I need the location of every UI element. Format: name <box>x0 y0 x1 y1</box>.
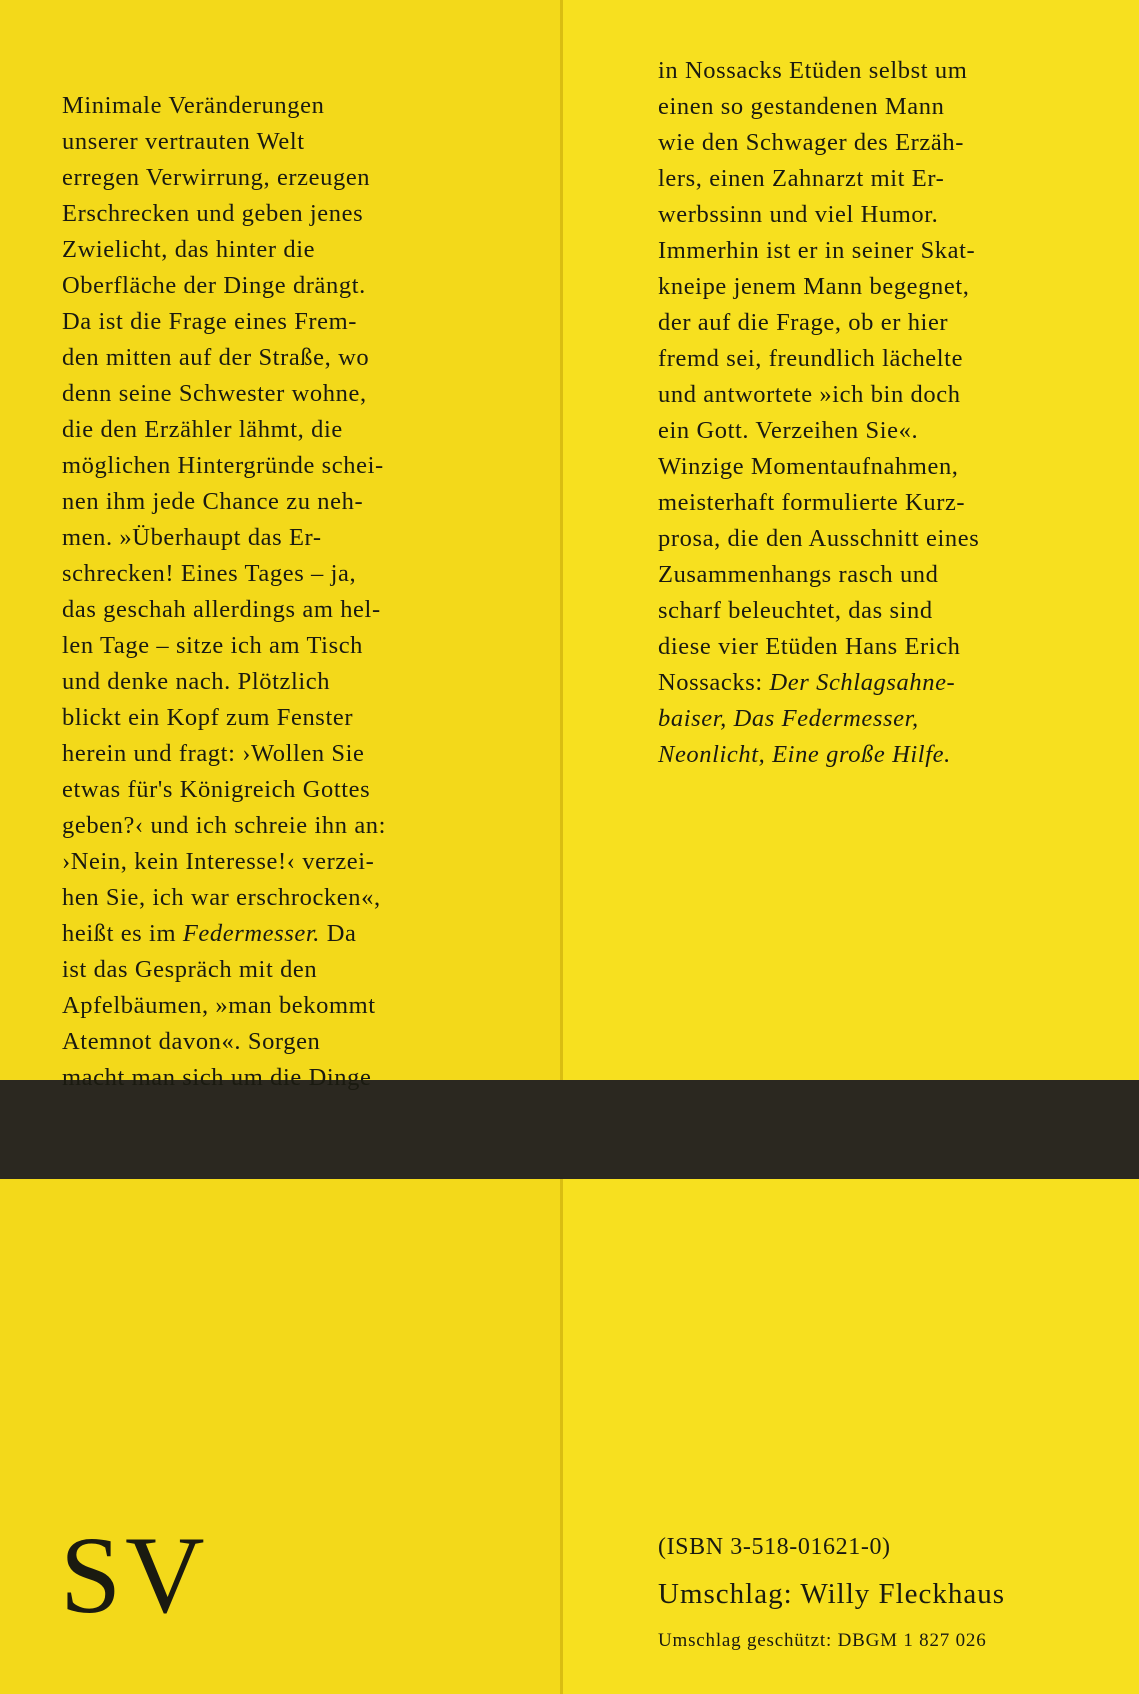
cover-protection-note: Umschlag geschützt: DBGM 1 827 026 <box>658 1630 987 1651</box>
left-column-line <box>62 304 386 340</box>
left-column-line <box>62 844 386 880</box>
text-segment: möglichen Hintergründe schei- <box>62 452 384 479</box>
italic-title-text: Der Schlagsahne- <box>769 669 956 696</box>
left-column-line <box>62 1024 386 1060</box>
left-column-line <box>62 880 386 916</box>
right-column-line <box>658 665 979 701</box>
left-column-line <box>62 412 386 448</box>
text-segment: geben?‹ und ich schreie ihn an: <box>62 812 387 839</box>
left-column-line <box>62 448 386 484</box>
right-column-line <box>658 197 979 233</box>
text-segment: Apfelbäumen, »man bekommt <box>62 992 376 1019</box>
text-segment: Zusammenhangs rasch und <box>658 561 939 588</box>
text-segment: hen Sie, ich war erschrocken«, <box>62 884 381 911</box>
text-segment: den mitten auf der Straße, wo <box>62 344 370 371</box>
text-segment: unserer vertrauten Welt <box>62 128 305 155</box>
text-segment: in Nossacks Etüden selbst um <box>658 57 968 84</box>
text-segment: schrecken! Eines Tages – ja, <box>62 560 357 587</box>
text-segment: Winzige Momentaufnahmen, <box>658 453 959 480</box>
right-column-line <box>658 161 979 197</box>
right-column-line <box>658 341 979 377</box>
text-segment: einen so gestandenen Mann <box>658 93 945 120</box>
text-segment: ›Nein, kein Interesse!‹ verzei- <box>62 848 375 875</box>
right-column-line <box>658 233 979 269</box>
text-segment: und antwortete »ich bin doch <box>658 381 961 408</box>
left-column-line <box>62 628 386 664</box>
text-segment: und denke nach. Plötzlich <box>62 668 331 695</box>
text-segment: heißt es im <box>62 920 183 947</box>
left-column-line <box>62 88 386 124</box>
text-segment: fremd sei, freundlich lächelte <box>658 345 964 372</box>
right-column-line <box>658 125 979 161</box>
right-column-line <box>658 269 979 305</box>
text-segment: Oberfläche der Dinge drängt. <box>62 272 366 299</box>
left-column-line <box>62 556 386 592</box>
text-segment: Da <box>320 920 357 947</box>
text-segment: prosa, die den Ausschnitt eines <box>658 525 980 552</box>
cover-design-credit: Umschlag: Willy Fleckhaus <box>658 1578 1006 1610</box>
right-column-line <box>658 449 979 485</box>
right-column-line <box>658 737 979 773</box>
left-column-line <box>62 232 386 268</box>
text-segment: ein Gott. Verzeihen Sie«. <box>658 417 919 444</box>
left-column-line <box>62 160 386 196</box>
isbn-text: (ISBN 3-518-01621-0) <box>658 1534 891 1560</box>
right-column-line <box>658 377 979 413</box>
text-segment: blickt ein Kopf zum Fenster <box>62 704 354 731</box>
text-segment: Atemnot davon«. Sorgen <box>62 1028 321 1055</box>
text-segment: etwas für's Königreich Gottes <box>62 776 371 803</box>
text-segment: len Tage – sitze ich am Tisch <box>62 632 364 659</box>
text-segment: ist das Gespräch mit den <box>62 956 318 983</box>
blurb-right-column <box>658 53 979 773</box>
left-column-line <box>62 268 386 304</box>
left-column-line <box>62 952 386 988</box>
right-column-line <box>658 629 979 665</box>
text-segment: Erschrecken und geben jenes <box>62 200 364 227</box>
italic-title-text: baiser, Das Federmesser, <box>658 705 919 732</box>
text-segment: macht man sich um die Dinge <box>62 1064 372 1091</box>
left-column-line <box>62 736 386 772</box>
left-column-line <box>62 664 386 700</box>
right-column-line <box>658 89 979 125</box>
right-column-line <box>658 53 979 89</box>
left-column-line <box>62 700 386 736</box>
text-segment: kneipe jenem Mann begegnet, <box>658 273 970 300</box>
text-segment: das geschah allerdings am hel- <box>62 596 381 623</box>
left-column-line <box>62 196 386 232</box>
left-column-line <box>62 772 386 808</box>
right-column-line <box>658 485 979 521</box>
text-segment: der auf die Frage, ob er hier <box>658 309 949 336</box>
right-column-line <box>658 413 979 449</box>
right-column-line <box>658 521 979 557</box>
italic-title-text: Neonlicht, Eine große Hilfe. <box>658 741 951 768</box>
text-segment: denn seine Schwester wohne, <box>62 380 367 407</box>
text-segment: Nossacks: <box>658 669 770 696</box>
text-segment: men. »Überhaupt das Er- <box>62 524 322 551</box>
publisher-logo-sv: SV <box>60 1514 209 1636</box>
text-segment: erregen Verwirrung, erzeugen <box>62 164 371 191</box>
right-column-line <box>658 701 979 737</box>
left-column-line <box>62 808 386 844</box>
text-segment: meisterhaft formulierte Kurz- <box>658 489 966 516</box>
blurb-left-column <box>62 88 386 1096</box>
left-column-line <box>62 592 386 628</box>
left-column-line <box>62 376 386 412</box>
text-segment: wie den Schwager des Erzäh- <box>658 129 964 156</box>
text-segment: Minimale Veränderungen <box>62 92 325 119</box>
left-column-line <box>62 988 386 1024</box>
text-segment: die den Erzähler lähmt, die <box>62 416 343 443</box>
left-column-line <box>62 124 386 160</box>
text-segment: Immerhin ist er in seiner Skat- <box>658 237 976 264</box>
right-column-line <box>658 557 979 593</box>
left-column-line <box>62 484 386 520</box>
text-segment: nen ihm jede Chance zu neh- <box>62 488 364 515</box>
text-segment: herein und fragt: ›Wollen Sie <box>62 740 365 767</box>
left-column-line <box>62 916 386 952</box>
text-segment: werbssinn und viel Humor. <box>658 201 939 228</box>
text-segment: Zwielicht, das hinter die <box>62 236 316 263</box>
text-segment: lers, einen Zahnarzt mit Er- <box>658 165 945 192</box>
flap-fold-line <box>560 0 563 1694</box>
right-column-line <box>658 305 979 341</box>
right-column-line <box>658 593 979 629</box>
text-segment: Da ist die Frage eines Frem- <box>62 308 358 335</box>
italic-title-text: Federmesser. <box>182 920 320 947</box>
left-column-line <box>62 340 386 376</box>
left-column-line <box>62 1060 386 1096</box>
text-segment: scharf beleuchtet, das sind <box>658 597 933 624</box>
text-segment: diese vier Etüden Hans Erich <box>658 633 961 660</box>
left-column-line <box>62 520 386 556</box>
